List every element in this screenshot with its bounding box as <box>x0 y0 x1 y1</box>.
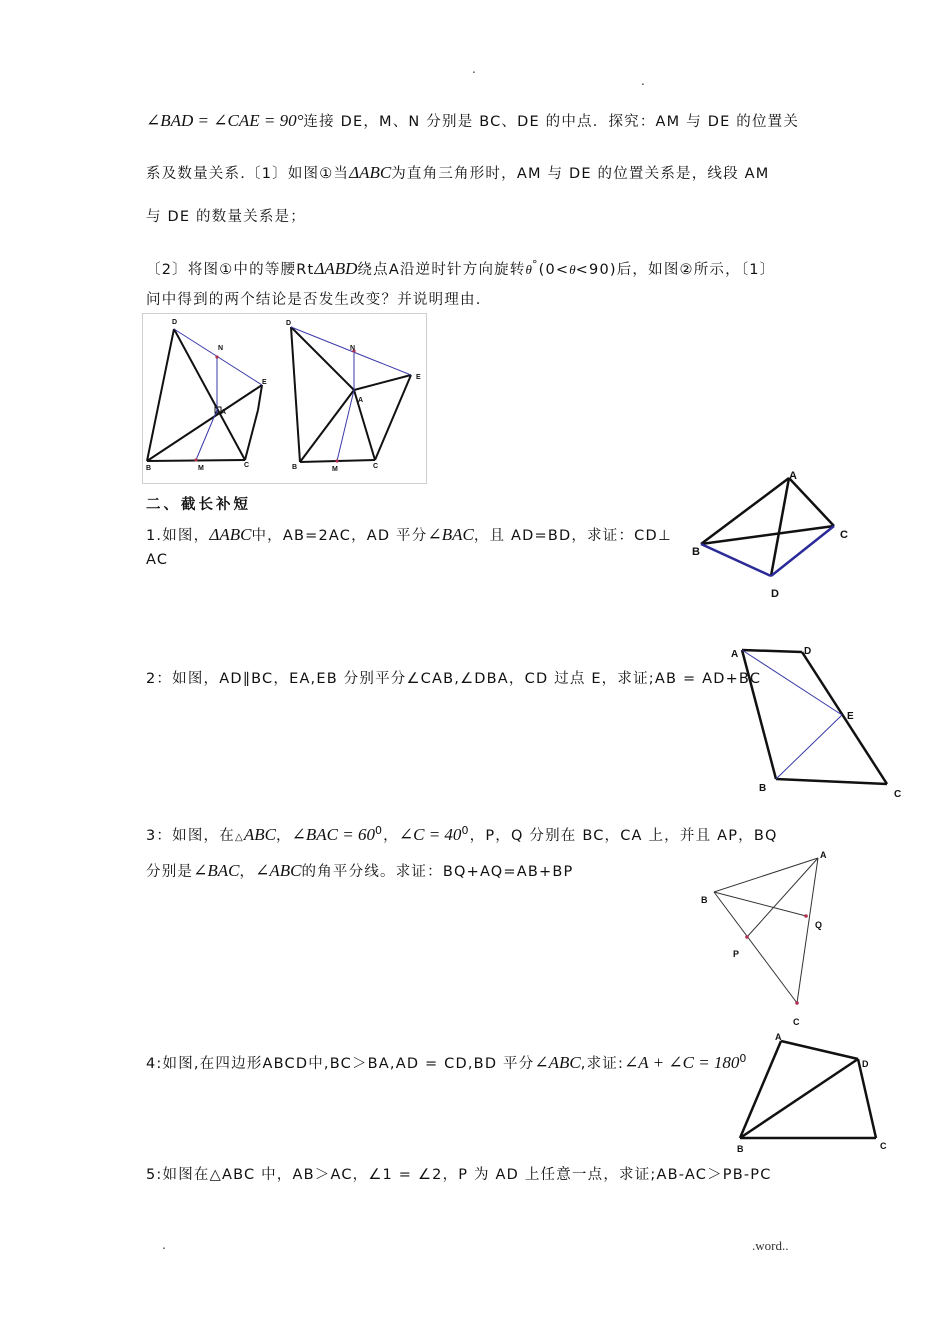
label-c: C <box>894 789 902 800</box>
label-b: B <box>692 546 700 558</box>
angle-c-40: ∠C = 40 <box>398 824 462 844</box>
problem-text: ，且 AD=BD，求证：CD⊥ <box>473 528 672 544</box>
figure-problem-4 <box>728 1030 898 1160</box>
triangle-abc: ABC <box>243 824 276 844</box>
intro-text: (0< <box>538 261 570 278</box>
label-c-left: C <box>244 462 250 469</box>
problem-1-line-2: AC <box>146 552 169 568</box>
label-a: A <box>731 649 739 660</box>
problem-text: 4:如图,在四边形ABCD中,BC＞BA,AD = CD,BD 平分 <box>146 1055 535 1072</box>
label-n-left: N <box>218 345 224 352</box>
label-b: B <box>737 1144 744 1154</box>
problem-text: ， <box>275 827 292 844</box>
section-title: 二、截长补短 <box>146 497 251 513</box>
figure-rotation-diagram <box>142 313 427 484</box>
problem-5: 5:如图在△ABC 中，AB＞AC，∠1 = ∠2，P 为 AD 上任意一点，求证;AB-AC＞PB-PC <box>146 1167 772 1183</box>
triangle-symbol: △ <box>234 831 244 843</box>
intro-text: 为直角三角形时，AM 与 DE 的位置关系是，线段 AM <box>391 166 770 182</box>
label-e-left: E <box>262 379 267 386</box>
angle-abc: ∠ABC <box>255 861 302 880</box>
figure-problem-1 <box>688 466 858 606</box>
angle-abc: ∠ABC <box>534 1052 581 1072</box>
intro-text: <90)后，如图②所示，〔1〕 <box>575 261 776 278</box>
intro-text: 〔2〕将图①中的等腰Rt <box>146 261 315 278</box>
problem-text: ，P，Q 分别在 BC，CA 上，并且 AP，BQ <box>469 827 778 844</box>
header-dot: . <box>641 74 645 88</box>
problem-text: ,求证: <box>580 1055 625 1072</box>
label-c: C <box>880 1141 887 1151</box>
label-a-left: A <box>221 409 227 416</box>
intro-line-1 <box>146 110 811 133</box>
label-d-left: D <box>172 319 178 326</box>
triangle-abc: ΔABC <box>209 525 252 544</box>
problem-4 <box>146 1048 786 1075</box>
figure-rotation-svg <box>143 314 426 483</box>
angle-bac: ∠BAC <box>193 861 240 880</box>
degree-symbol: 0 <box>374 824 384 837</box>
intro-text: 连接 DE，M、N 分别是 BC、DE 的中点．探究：AM 与 DE 的位置关 <box>303 114 800 130</box>
label-e-right: E <box>416 374 421 381</box>
footer-right: .word.. <box>752 1238 789 1253</box>
problem-text: 的角平分线。求证：BQ+AQ=AB+BP <box>301 864 574 880</box>
angle-sum-equation: ∠A + ∠C = 180 <box>624 1052 740 1072</box>
intro-text: 绕点A沿逆时针方向旋转 <box>357 261 526 278</box>
label-a: A <box>820 850 827 860</box>
label-m-left: M <box>198 465 204 472</box>
label-p: P <box>733 949 740 959</box>
label-d-right: D <box>286 320 292 327</box>
footer-left: . <box>162 1238 166 1252</box>
label-a: A <box>789 470 797 482</box>
angle-equation: ∠BAD = ∠CAE = 90° <box>146 111 304 130</box>
label-c: C <box>840 529 848 541</box>
problem-text: 3：如图，在 <box>146 827 235 844</box>
degree-symbol: 0 <box>461 824 470 837</box>
intro-line-2 <box>146 162 811 185</box>
label-b-left: B <box>146 465 152 472</box>
intro-line-4 <box>146 254 811 281</box>
label-b: B <box>759 783 767 794</box>
label-b: B <box>701 895 708 905</box>
angle-bac-60: ∠BAC = 60 <box>291 824 375 844</box>
problem-3-line-2 <box>146 860 686 883</box>
degree-symbol: 0 <box>739 1052 748 1065</box>
figure-problem-3 <box>696 842 846 1032</box>
label-c: C <box>793 1017 800 1027</box>
triangle-abd: ΔABD <box>314 258 358 278</box>
figure-problem-2 <box>724 642 910 802</box>
problem-text: 分别是 <box>146 864 194 880</box>
problem-text: ， <box>383 827 399 844</box>
problem-1-line-1 <box>146 524 671 547</box>
label-m-right: M <box>332 466 338 473</box>
label-a-right: A <box>358 397 364 404</box>
intro-text: 系及数量关系.〔1〕如图①当 <box>146 166 350 182</box>
intro-line-3: 与 DE 的数量关系是； <box>146 209 306 225</box>
label-c-right: C <box>373 463 379 470</box>
theta-symbol: θ <box>569 261 576 277</box>
problem-text: ， <box>239 864 256 880</box>
angle-bac: ∠BAC <box>427 525 474 544</box>
label-b-right: B <box>292 464 298 471</box>
theta-symbol: θ <box>525 261 532 277</box>
intro-line-5: 问中得到的两个结论是否发生改变？并说明理由. <box>146 292 482 308</box>
label-d: D <box>804 646 812 657</box>
header-dot: . <box>472 62 476 76</box>
problem-text: 1.如图， <box>146 528 210 544</box>
label-q: Q <box>815 920 823 930</box>
triangle-abc: ΔABC <box>349 163 392 182</box>
label-n-right: N <box>350 345 356 352</box>
label-a: A <box>775 1032 782 1042</box>
problem-2: 2：如图，AD∥BC，EA,EB 分别平分∠CAB,∠DBA，CD 过点 E，求证;AB = AD+BC <box>146 671 762 687</box>
label-d: D <box>862 1059 869 1069</box>
problem-text: 中，AB=2AC，AD 平分 <box>251 528 428 544</box>
degree-symbol: ° <box>531 258 539 271</box>
label-d: D <box>771 588 779 600</box>
label-e: E <box>847 711 854 722</box>
